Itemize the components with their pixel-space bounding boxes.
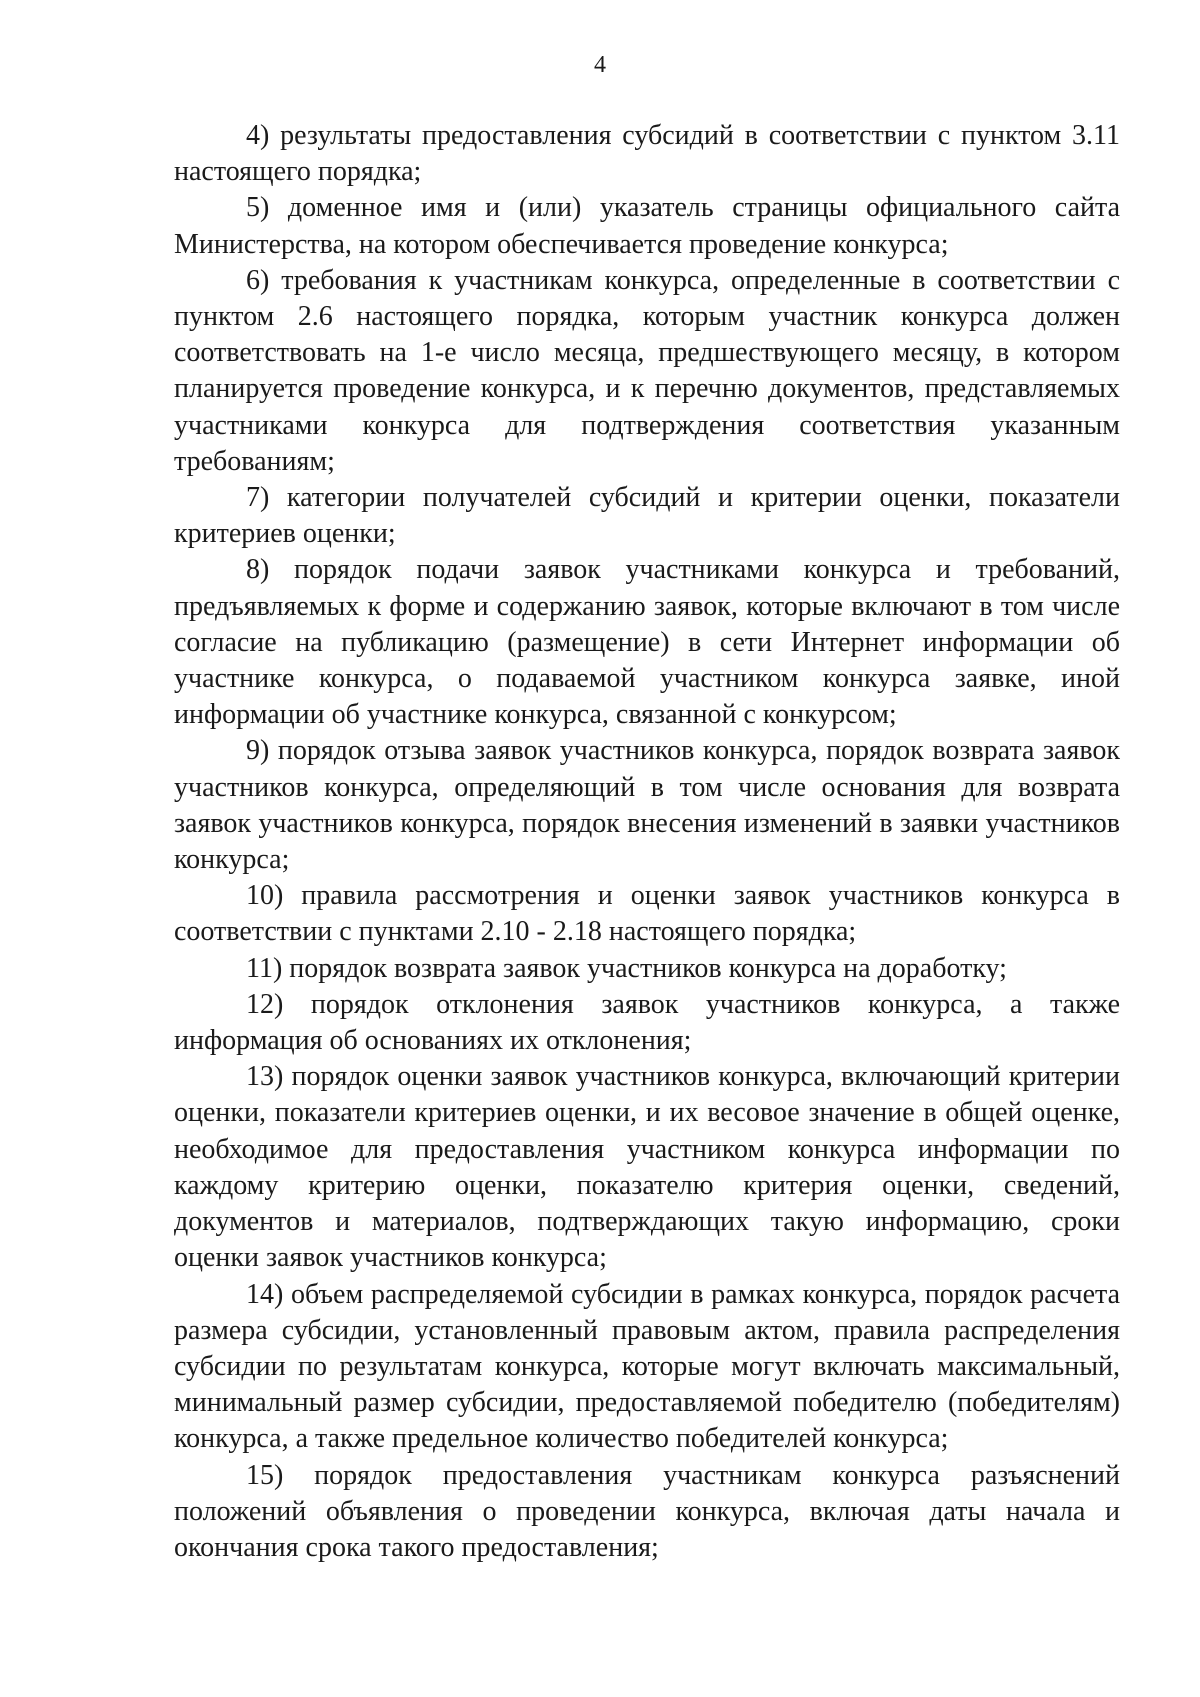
list-item-14: 14) объем распределяемой субсидии в рамках конкурса, порядок расчета размера субсидии, установленный правовым актом, правила распределения субсидии по результатам конкурса, которые могут включать максимальный, минимальный размер субсидии, предоставляемой победителю (победителям) конкурса, а также предельное количество победителей конкурса; — [174, 1278, 1120, 1455]
document-body — [174, 118, 1120, 1566]
list-item-4: 4) результаты предоставления субсидий в соответствии с пунктом 3.11 настоящего порядка; — [174, 120, 1120, 188]
list-item-8: 8) порядок подачи заявок участниками конкурса и требований, предъявляемых к форме и содержанию заявок, которые включают в том числе согласие на публикацию (размещение) в сети Интернет информации об участнике конкурса, о подаваемой участником конкурса заявке, иной информации об участнике конкурса, связанной с конкурсом; — [174, 554, 1120, 731]
list-item-12: 12) порядок отклонения заявок участников конкурса, а также информация об основаниях их отклонения; — [174, 988, 1120, 1057]
list-item-10: 10) правила рассмотрения и оценки заявок участников конкурса в соответствии с пунктами 2.10 - 2.18 настоящего порядка; — [174, 880, 1120, 948]
list-item-6: 6) требования к участникам конкурса, определенные в соответствии с пунктом 2.6 настоящего порядка, которым участник конкурса должен соответствовать на 1-е число месяца, предшествующего месяцу, в котором планируется проведение конкурса, и к перечню документов, представляемых участниками конкурса для подтверждения соответствия указанным требованиям; — [174, 264, 1120, 477]
page-number: 4 — [594, 52, 606, 78]
list-item-13: 13) порядок оценки заявок участников конкурса, включающий критерии оценки, показатели критериев оценки, и их весовое значение в общей оценке, необходимое для предоставления участником конкурса информации по каждому критерию оценки, показателю критерия оценки, сведений, документов и материалов, подтверждающих такую информацию, сроки оценки заявок участников конкурса; — [174, 1061, 1120, 1274]
list-item-7: 7) категории получателей субсидий и критерии оценки, показатели критериев оценки; — [174, 482, 1120, 550]
list-item-9: 9) порядок отзыва заявок участников конкурса, порядок возврата заявок участников конкурса, определяющий в том числе основания для возврата заявок участников конкурса, порядок внесения изменений в заявки участников конкурса; — [174, 735, 1120, 876]
list-item-5: 5) доменное имя и (или) указатель страницы официального сайта Министерства, на котором обеспечивается проведение конкурса; — [174, 192, 1120, 260]
list-item-15: 15) порядок предоставления участникам конкурса разъяснений положений объявления о проведении конкурса, включая даты начала и окончания срока такого предоставления; — [174, 1459, 1120, 1563]
list-item-11: 11) порядок возврата заявок участников конкурса на доработку; — [246, 952, 1007, 984]
